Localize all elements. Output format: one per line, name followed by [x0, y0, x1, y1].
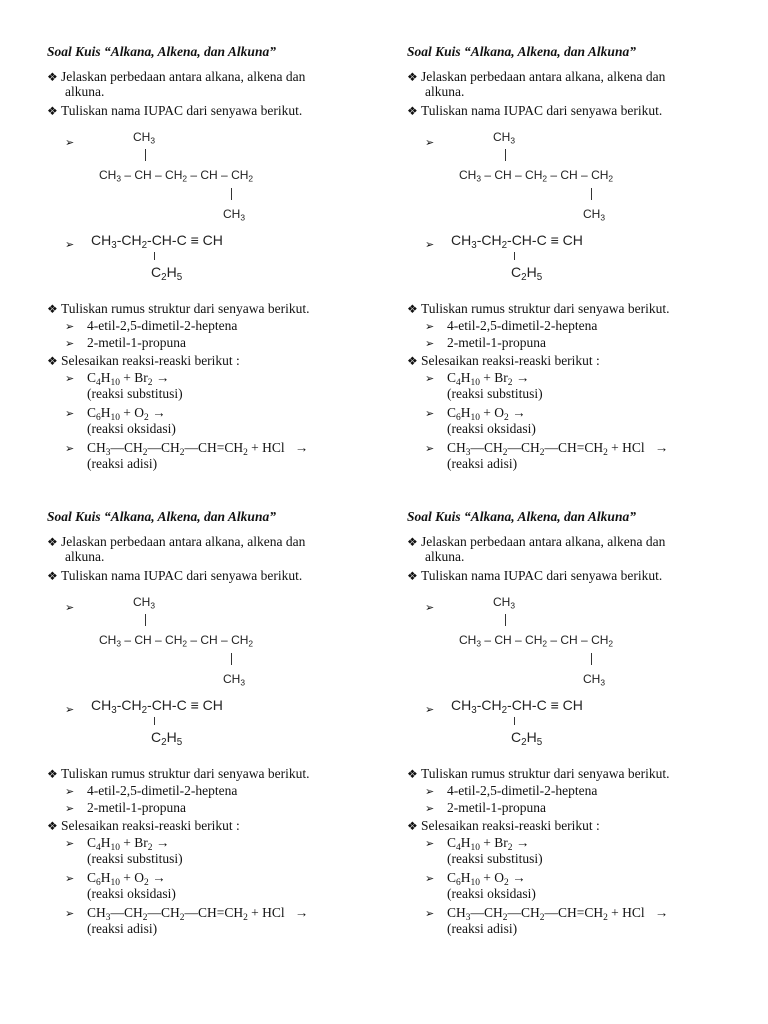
arrow-bullet-icon: ➢ — [65, 408, 75, 420]
question-3-item-a: ➢ 4-etil-2,5-dimetil-2-heptena — [425, 782, 597, 801]
question-3-item-a: ➢ 4-etil-2,5-dimetil-2-heptena — [425, 317, 597, 336]
question-1-continued: alkuna. — [425, 549, 465, 564]
question-3-item-b: ➢ 2-metil-1-propuna — [65, 799, 186, 818]
arrow-bullet-icon: ➢ — [65, 321, 75, 333]
arrow-bullet-icon: ➢ — [425, 704, 435, 716]
quiz-card: Soal Kuis “Alkana, Alkena, dan Alkuna” ❖ Jelaskan perbedaan antara alkana, alkena dan alkuna. ❖ Tuliskan nama IUPAC dari senyawa berikut. ➢ $CH_3$ $CH_3$ – CH – $CH_2$ – CH – $CH_2$ $CH_3$ ➢ $CH_3-CH_2-CH-C$ ≡ CH $C_2H_5$ ❖ Tuliskan rumus struktur dari senyawa berikut. ➢ 4-etil-2,5-dimetil-2-heptena ➢ 2-metil-1-propuna ❖ Selesaikan reaksi-reaski berikut : ➢ $C_4H_{10} + Br_2$ → (reaksi substitusi) ➢ $C_6H_{10} + O_2$ → (reaksi oksidasi) ➢ $CH_3—CH_2—CH_2—CH=CH_2$ + HCl → (reaksi adisi) — [47, 44, 310, 471]
diamond-bullet-icon: ❖ — [47, 569, 58, 583]
arrow-bullet-icon: ➢ — [425, 373, 435, 385]
reaction-2-note: (reaksi oksidasi) — [87, 421, 176, 436]
arrow-bullet-icon: ➢ — [65, 443, 75, 455]
diamond-bullet-icon: ❖ — [407, 819, 418, 833]
arrow-bullet-icon: ➢ — [65, 137, 75, 149]
reaction-3: ➢ $CH_3—CH_2—CH_2—CH=CH_2$ + HCl → — [65, 905, 309, 923]
reaction-1: ➢ $C_4H_{10} + Br_2$ → — [425, 835, 530, 853]
question-2: ❖ Tuliskan nama IUPAC dari senyawa berikut. — [407, 568, 663, 583]
question-1: ❖ Jelaskan perbedaan antara alkana, alkena dan — [47, 69, 306, 84]
reaction-3: ➢ $CH_3—CH_2—CH_2—CH=CH_2$ + HCl → — [425, 905, 669, 923]
quiz-title: Soal Kuis “Alkana, Alkena, dan Alkuna” — [407, 509, 636, 524]
arrow-bullet-icon: ➢ — [425, 239, 435, 251]
question-1: ❖ Jelaskan perbedaan antara alkana, alkena dan — [47, 534, 306, 549]
arrow-bullet-icon: ➢ — [425, 908, 435, 920]
quiz-title: Soal Kuis “Alkana, Alkena, dan Alkuna” — [47, 44, 276, 59]
arrow-bullet-icon: ➢ — [65, 602, 75, 614]
reaction-3-note: (reaksi adisi) — [447, 921, 518, 936]
quiz-title: Soal Kuis “Alkana, Alkena, dan Alkuna” — [407, 44, 636, 59]
arrow-bullet-icon: ➢ — [425, 338, 435, 350]
reaction-2: ➢ $C_6H_{10} + O_2$ → — [425, 405, 526, 423]
question-4: ❖ Selesaikan reaksi-reaski berikut : — [407, 353, 600, 368]
quiz-card: Soal Kuis “Alkana, Alkena, dan Alkuna” ❖ Jelaskan perbedaan antara alkana, alkena dan alkuna. ❖ Tuliskan nama IUPAC dari senyawa berikut. ➢ $CH_3$ $CH_3$ – CH – $CH_2$ – CH – $CH_2$ $CH_3$ ➢ $CH_3-CH_2-CH-C$ ≡ CH $C_2H_5$ ❖ Tuliskan rumus struktur dari senyawa berikut. ➢ 4-etil-2,5-dimetil-2-heptena ➢ 2-metil-1-propuna ❖ Selesaikan reaksi-reaski berikut : ➢ $C_4H_{10} + Br_2$ → (reaksi substitusi) ➢ $C_6H_{10} + O_2$ → (reaksi oksidasi) ➢ $CH_3—CH_2—CH_2—CH=CH_2$ + HCl → (reaksi adisi) — [407, 509, 670, 936]
arrow-bullet-icon: ➢ — [65, 803, 75, 815]
reaction-2-note: (reaksi oksidasi) — [447, 886, 536, 901]
diamond-bullet-icon: ❖ — [407, 354, 418, 368]
diamond-bullet-icon: ❖ — [407, 535, 418, 549]
arrow-bullet-icon: ➢ — [425, 873, 435, 885]
arrow-bullet-icon: ➢ — [425, 408, 435, 420]
question-2: ❖ Tuliskan nama IUPAC dari senyawa berikut. — [47, 103, 303, 118]
arrow-bullet-icon: ➢ — [425, 838, 435, 850]
arrow-bullet-icon: ➢ — [65, 373, 75, 385]
quiz-title: Soal Kuis “Alkana, Alkena, dan Alkuna” — [47, 509, 276, 524]
quiz-card: Soal Kuis “Alkana, Alkena, dan Alkuna” ❖ Jelaskan perbedaan antara alkana, alkena dan alkuna. ❖ Tuliskan nama IUPAC dari senyawa berikut. ➢ $CH_3$ $CH_3$ – CH – $CH_2$ – CH – $CH_2$ $CH_3$ ➢ $CH_3-CH_2-CH-C$ ≡ CH $C_2H_5$ ❖ Tuliskan rumus struktur dari senyawa berikut. ➢ 4-etil-2,5-dimetil-2-heptena ➢ 2-metil-1-propuna ❖ Selesaikan reaksi-reaski berikut : ➢ $C_4H_{10} + Br_2$ → (reaksi substitusi) ➢ $C_6H_{10} + O_2$ → (reaksi oksidasi) ➢ $CH_3—CH_2—CH_2—CH=CH_2$ + HCl → (reaksi adisi) — [407, 44, 670, 471]
question-3-item-b: ➢ 2-metil-1-propuna — [65, 334, 186, 353]
diamond-bullet-icon: ❖ — [407, 569, 418, 583]
arrow-bullet-icon: ➢ — [65, 908, 75, 920]
diamond-bullet-icon: ❖ — [407, 70, 418, 84]
question-3-item-b: ➢ 2-metil-1-propuna — [425, 334, 546, 353]
arrow-bullet-icon: ➢ — [65, 338, 75, 350]
reaction-1-note: (reaksi substitusi) — [87, 851, 183, 866]
question-1: ❖ Jelaskan perbedaan antara alkana, alkena dan — [407, 69, 666, 84]
diamond-bullet-icon: ❖ — [47, 302, 58, 316]
diamond-bullet-icon: ❖ — [407, 302, 418, 316]
reaction-1-note: (reaksi substitusi) — [87, 386, 183, 401]
diamond-bullet-icon: ❖ — [47, 819, 58, 833]
reaction-1-note: (reaksi substitusi) — [447, 851, 543, 866]
question-3-item-a: ➢ 4-etil-2,5-dimetil-2-heptena — [65, 782, 237, 801]
arrow-bullet-icon: ➢ — [65, 838, 75, 850]
question-3: ❖ Tuliskan rumus struktur dari senyawa berikut. — [407, 766, 670, 781]
arrow-bullet-icon: ➢ — [65, 873, 75, 885]
question-2: ❖ Tuliskan nama IUPAC dari senyawa berikut. — [47, 568, 303, 583]
reaction-2-note: (reaksi oksidasi) — [447, 421, 536, 436]
diamond-bullet-icon: ❖ — [47, 354, 58, 368]
question-3: ❖ Tuliskan rumus struktur dari senyawa berikut. — [47, 766, 310, 781]
reaction-1: ➢ $C_4H_{10} + Br_2$ → — [65, 835, 170, 853]
question-4: ❖ Selesaikan reaksi-reaski berikut : — [407, 818, 600, 833]
reaction-2: ➢ $C_6H_{10} + O_2$ → — [65, 405, 166, 423]
arrow-bullet-icon: ➢ — [425, 321, 435, 333]
question-2: ❖ Tuliskan nama IUPAC dari senyawa berikut. — [407, 103, 663, 118]
reaction-3-note: (reaksi adisi) — [87, 921, 158, 936]
question-1: ❖ Jelaskan perbedaan antara alkana, alkena dan — [407, 534, 666, 549]
question-3: ❖ Tuliskan rumus struktur dari senyawa berikut. — [407, 301, 670, 316]
reaction-2-note: (reaksi oksidasi) — [87, 886, 176, 901]
reaction-1: ➢ $C_4H_{10} + Br_2$ → — [65, 370, 170, 388]
question-3-item-b: ➢ 2-metil-1-propuna — [425, 799, 546, 818]
arrow-bullet-icon: ➢ — [65, 239, 75, 251]
reaction-3: ➢ $CH_3—CH_2—CH_2—CH=CH_2$ + HCl → — [65, 440, 309, 458]
arrow-bullet-icon: ➢ — [425, 803, 435, 815]
diamond-bullet-icon: ❖ — [47, 70, 58, 84]
arrow-bullet-icon: ➢ — [425, 602, 435, 614]
reaction-2: ➢ $C_6H_{10} + O_2$ → — [425, 870, 526, 888]
question-1-continued: alkuna. — [65, 549, 105, 564]
reaction-1-note: (reaksi substitusi) — [447, 386, 543, 401]
diamond-bullet-icon: ❖ — [407, 767, 418, 781]
reaction-3-note: (reaksi adisi) — [447, 456, 518, 471]
question-1-continued: alkuna. — [65, 84, 105, 99]
question-4: ❖ Selesaikan reaksi-reaski berikut : — [47, 353, 240, 368]
arrow-bullet-icon: ➢ — [425, 443, 435, 455]
question-3-item-a: ➢ 4-etil-2,5-dimetil-2-heptena — [65, 317, 237, 336]
arrow-bullet-icon: ➢ — [65, 786, 75, 798]
arrow-bullet-icon: ➢ — [425, 786, 435, 798]
diamond-bullet-icon: ❖ — [47, 104, 58, 118]
reaction-1: ➢ $C_4H_{10} + Br_2$ → — [425, 370, 530, 388]
arrow-bullet-icon: ➢ — [425, 137, 435, 149]
arrow-bullet-icon: ➢ — [65, 704, 75, 716]
question-1-continued: alkuna. — [425, 84, 465, 99]
reaction-3-note: (reaksi adisi) — [87, 456, 158, 471]
diamond-bullet-icon: ❖ — [47, 535, 58, 549]
question-3: ❖ Tuliskan rumus struktur dari senyawa berikut. — [47, 301, 310, 316]
quiz-card: Soal Kuis “Alkana, Alkena, dan Alkuna” ❖ Jelaskan perbedaan antara alkana, alkena dan alkuna. ❖ Tuliskan nama IUPAC dari senyawa berikut. ➢ $CH_3$ $CH_3$ – CH – $CH_2$ – CH – $CH_2$ $CH_3$ ➢ $CH_3-CH_2-CH-C$ ≡ CH $C_2H_5$ ❖ Tuliskan rumus struktur dari senyawa berikut. ➢ 4-etil-2,5-dimetil-2-heptena ➢ 2-metil-1-propuna ❖ Selesaikan reaksi-reaski berikut : ➢ $C_4H_{10} + Br_2$ → (reaksi substitusi) ➢ $C_6H_{10} + O_2$ → (reaksi oksidasi) ➢ $CH_3—CH_2—CH_2—CH=CH_2$ + HCl → (reaksi adisi) — [47, 509, 310, 936]
diamond-bullet-icon: ❖ — [47, 767, 58, 781]
diamond-bullet-icon: ❖ — [407, 104, 418, 118]
reaction-2: ➢ $C_6H_{10} + O_2$ → — [65, 870, 166, 888]
question-4: ❖ Selesaikan reaksi-reaski berikut : — [47, 818, 240, 833]
reaction-3: ➢ $CH_3—CH_2—CH_2—CH=CH_2$ + HCl → — [425, 440, 669, 458]
